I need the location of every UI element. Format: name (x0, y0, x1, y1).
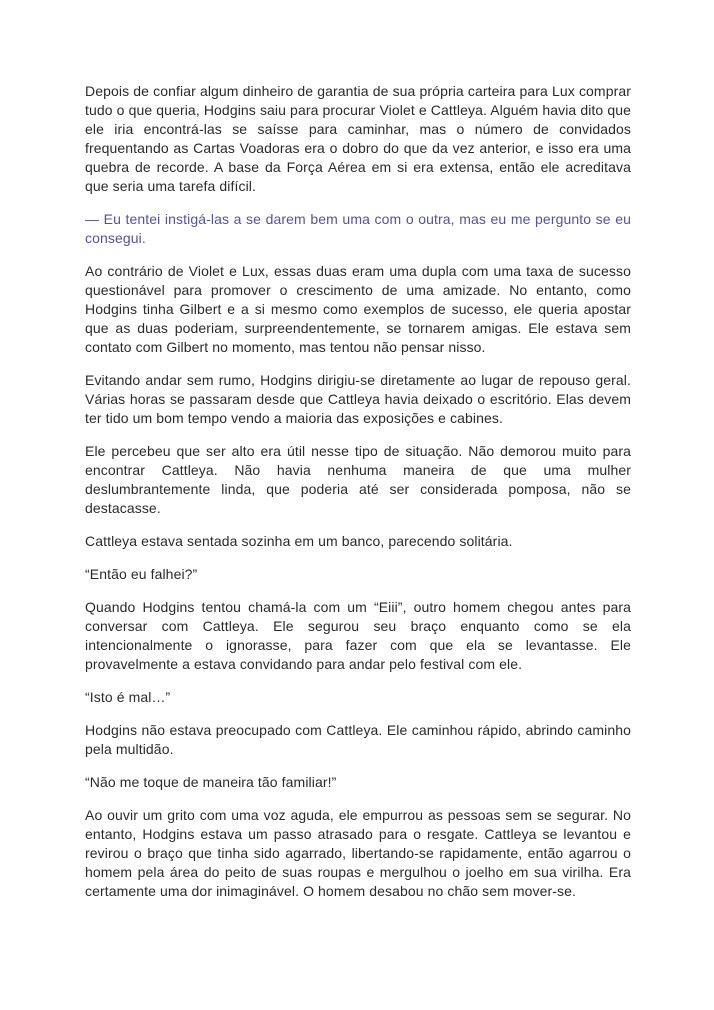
paragraph-narration-4: Ele percebeu que ser alto era útil nesse tipo de situação. Não demorou muito para encontrar Cattleya. Não havia nenhuma maneira de que uma mulher deslumbrantemente linda, que poderia até ser considerada pomposa, não se destacasse. (85, 443, 631, 516)
paragraph-narration-7: Hodgins não estava preocupado com Cattleya. Ele caminhou rápido, abrindo caminho pela multidão. (85, 722, 631, 757)
paragraph-narration-6: Quando Hodgins tentou chamá-la com um “Eiii”, outro homem chegou antes para conversar com Cattleya. Ele segurou seu braço enquanto como se ela intencionalmente o ignorasse, para fazer com que ela se levantasse. Ele provavelmente a estava convidando para andar pelo festival com ele. (85, 599, 631, 672)
paragraph-quote-2: “Isto é mal…” (85, 689, 171, 705)
paragraph-narration-8: Ao ouvir um grito com uma voz aguda, ele empurrou as pessoas sem se segurar. No entanto, Hodgins estava um passo atrasado para o resgate. Cattleya se levantou e revirou o braço que tinha sido agarrado, libertando-se rapidamente, então agarrou o homem pela área do peito de suas roupas e mergulhou o joelho em sua virilha. Era certamente uma dor inimaginável. O homem desabou no chão sem mover-se. (85, 807, 631, 899)
paragraph-quote-3: “Não me toque de maneira tão familiar!” (85, 774, 337, 790)
paragraph-narration-5: Cattleya estava sentada sozinha em um banco, parecendo solitária. (85, 533, 513, 549)
paragraph-narration-1: Depois de confiar algum dinheiro de garantia de sua própria carteira para Lux comprar tudo o que queria, Hodgins saiu para procurar Violet e Cattleya. Alguém havia dito que ele iria encontrá-las se saísse para caminhar, mas o número de convidados frequentando as Cartas Voadoras era o dobro do que da vez anterior, e isso era uma quebra de recorde. A base da Força Aérea em si era extensa, então ele acreditava que seria uma tarefa difícil. (85, 83, 631, 194)
paragraph-quote-1: “Então eu falhei?” (85, 566, 198, 582)
paragraph-narration-3: Evitando andar sem rumo, Hodgins dirigiu-se diretamente ao lugar de repouso geral. Várias horas se passaram desde que Cattleya havia deixado o escritório. Elas devem ter tido um bom tempo vendo a maioria das exposições e cabines. (85, 372, 631, 426)
paragraph-narration-2: Ao contrário de Violet e Lux, essas duas eram uma dupla com uma taxa de sucesso questionável para promover o crescimento de uma amizade. No entanto, como Hodgins tinha Gilbert e a si mesmo como exemplos de sucesso, ele queria apostar que as duas poderiam, surpreendentemente, se tornarem amigas. Ele estava sem contato com Gilbert no momento, mas tentou não pensar nisso. (85, 263, 631, 355)
paragraph-dialogue-violet: — Eu tentei instigá-las a se darem bem uma com o outra, mas eu me pergunto se eu consegui. (85, 211, 631, 246)
